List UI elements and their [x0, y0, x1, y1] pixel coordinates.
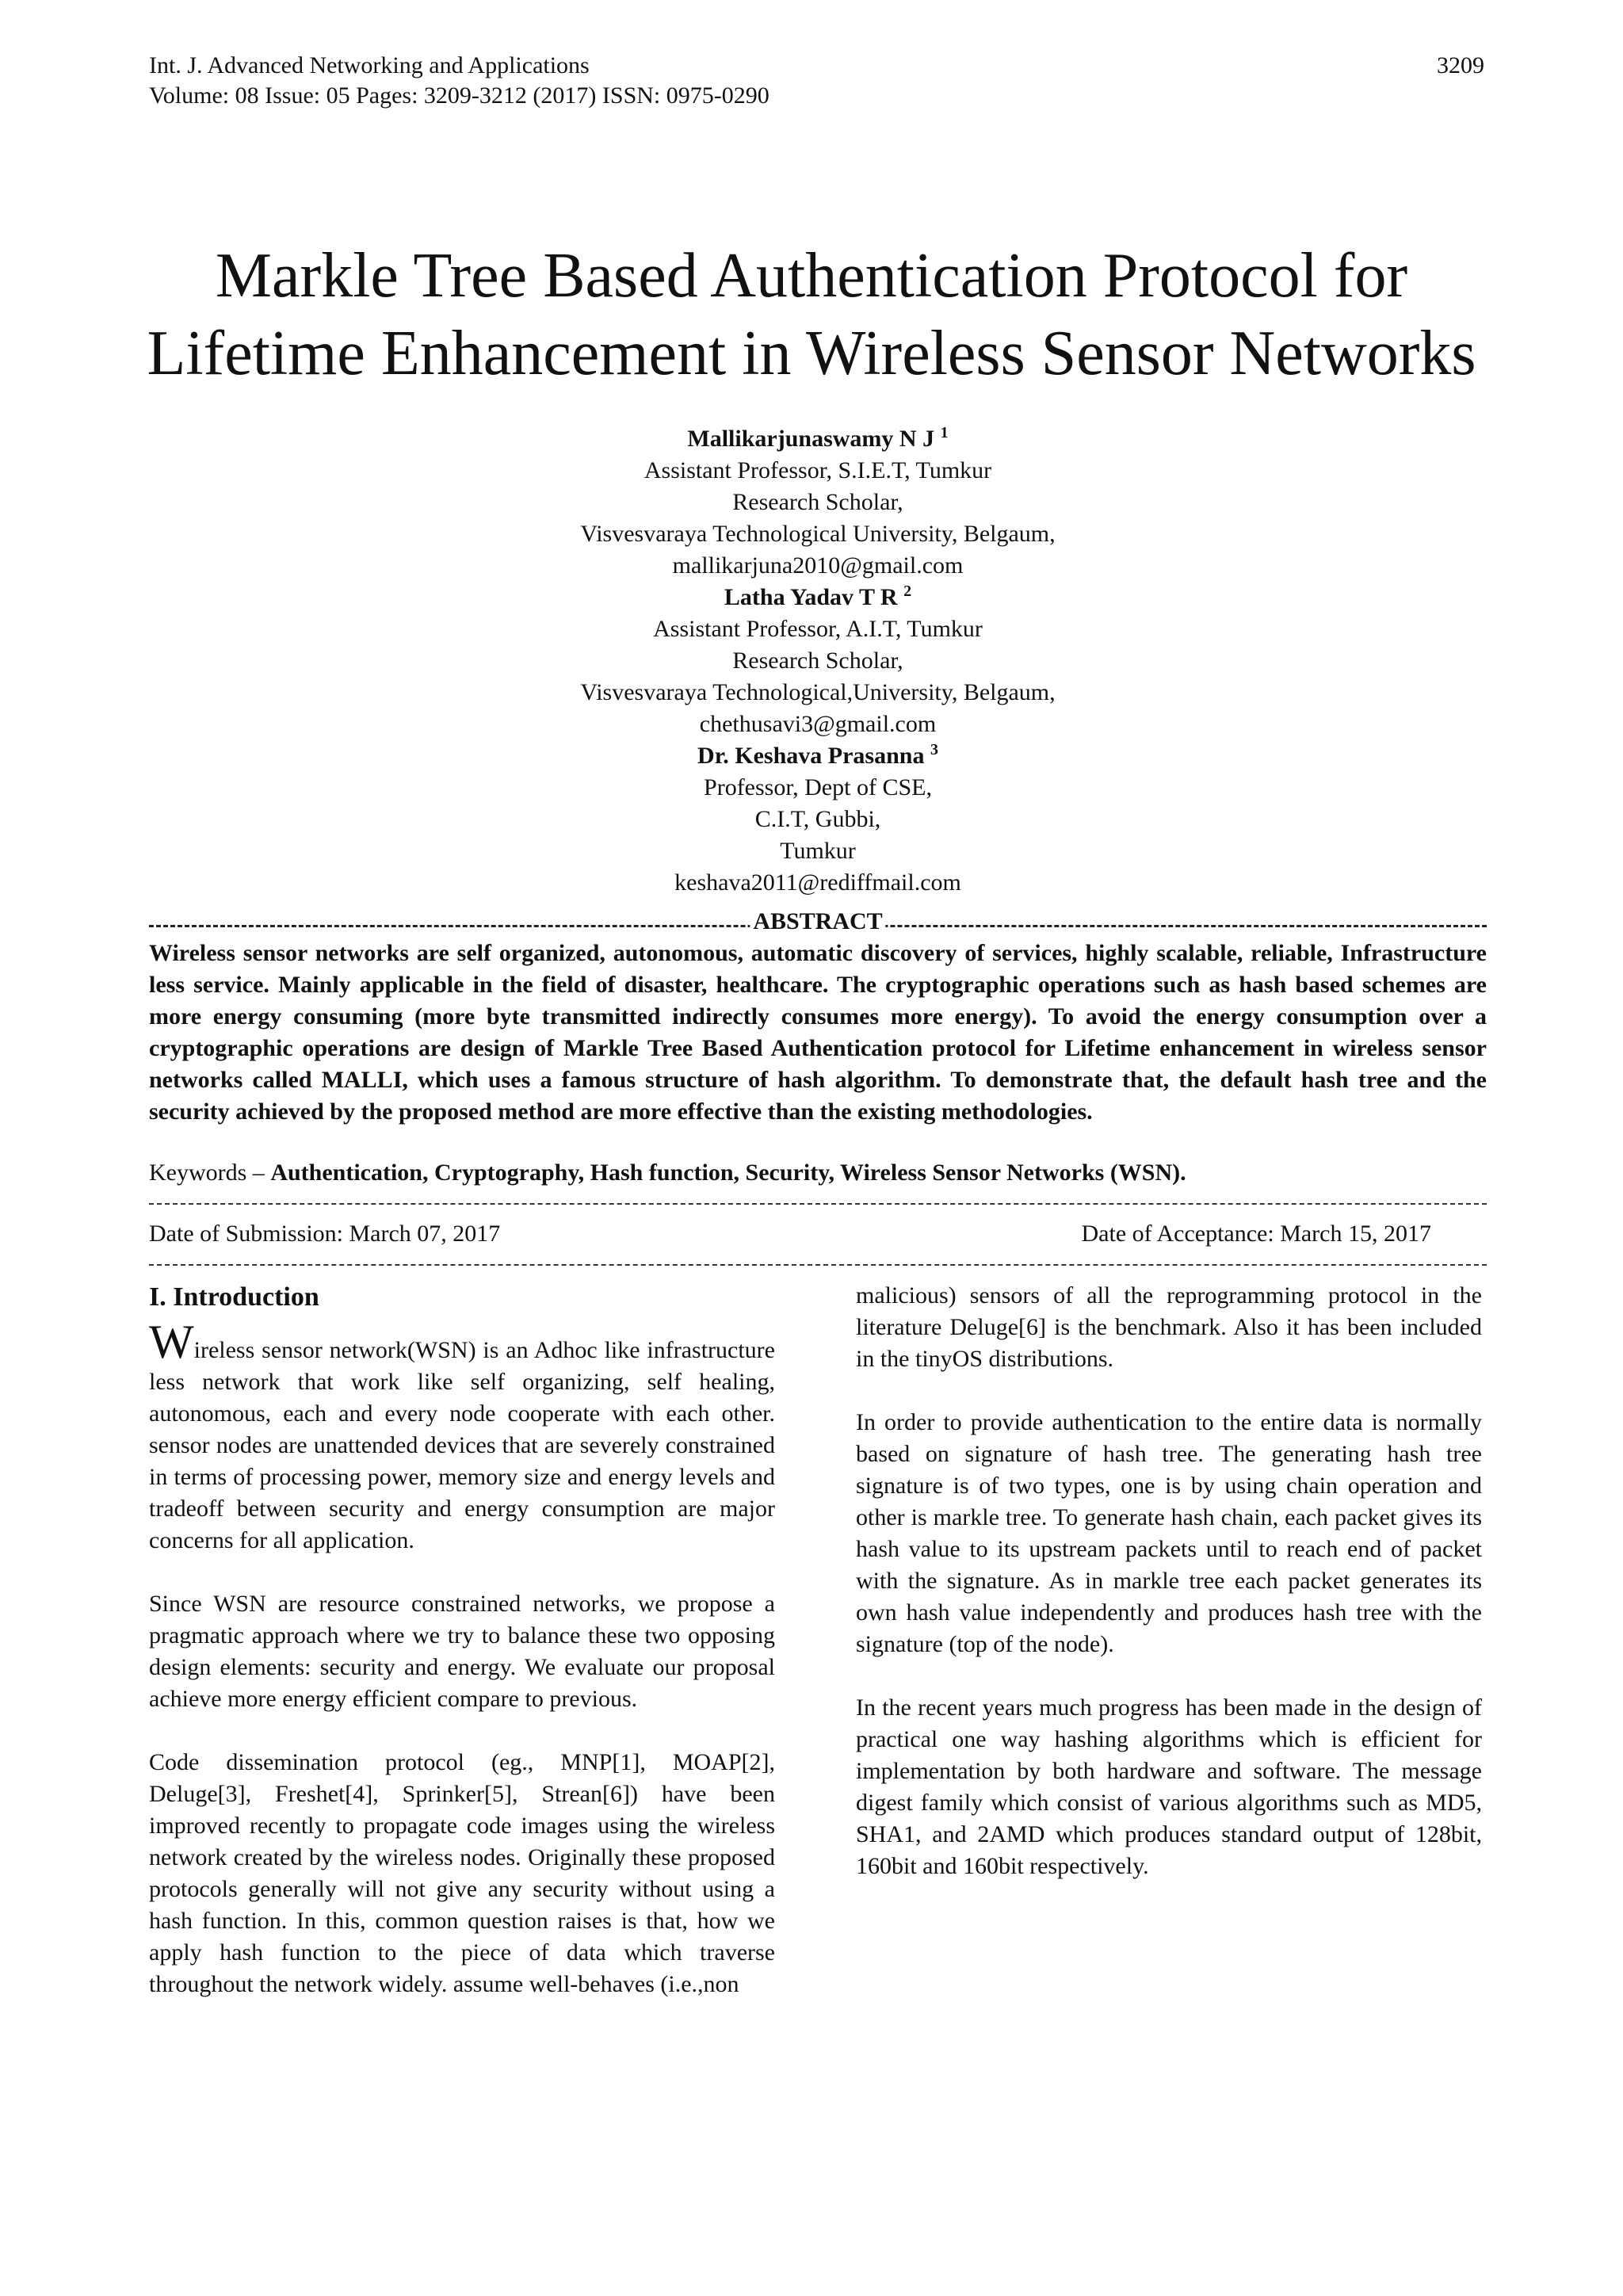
abstract-text: Wireless sensor networks are self organized, autonomous, automatic discovery of services, highly scalable, reliable, Infrastructure less service. Mainly applicable in the field of disaster, healthcare. The cryptographic operations such as hash based schemes are more energy consuming (more byte transmitted indirectly consumes more energy). To avoid the energy consumption over a cryptographic operations are design of Markle Tree Based Authentication protocol for Lifetime enhancement in wireless sensor networks called MALLI, which uses a famous structure of hash algorithm. To demonstrate that, the default hash tree and the security achieved by the proposed method are more effective than the existing methodologies. [149, 940, 1487, 1125]
author-affiliation: C.I.T, Gubbi, [754, 806, 881, 832]
author-email: keshava2011@rediffmail.com [674, 869, 961, 896]
abstract-divider [149, 906, 1487, 938]
author-affiliation: Research Scholar, [732, 648, 903, 674]
author-affiliation: Assistant Professor, A.I.T, Tumkur [653, 616, 983, 642]
left-column [149, 1280, 775, 2032]
author-block [149, 423, 1487, 899]
author-3 [149, 740, 1487, 899]
author-email: mallikarjuna2010@gmail.com [672, 552, 964, 579]
page-number: 3209 [1437, 52, 1484, 78]
dates-line [149, 1218, 1431, 1250]
submission-date: Date of Submission: March 07, 2017 [149, 1221, 501, 1247]
author-affiliation: Research Scholar, [732, 489, 903, 515]
paragraph: Code dissemination protocol (eg., MNP[1], MOAP[2], Deluge[3], Freshet[4], Sprinker[5], Strean[6]) have been improved recently to propagate code images using the wireless network created by the wireless nodes. Originally these proposed protocols generally will not give any security without using a hash function. In this, common question raises is that, how we apply hash function to the piece of data which traverse throughout the network widely. assume well-behaves (i.e.,non [149, 1749, 775, 1997]
keywords-list: Authentication, Cryptography, Hash function, Security, Wireless Sensor Networks (WSN). [270, 1159, 1186, 1186]
author-name: Latha Yadav T R $^2$ [724, 583, 912, 610]
paragraph: In order to provide authentication to the entire data is normally based on signature of hash tree. The generating hash tree signature is of two types, one is by using chain operation and other is markle tree. To generate hash chain, each packet gives its hash value to its upstream packets until to reach end of packet with the signature. As in markle tree each packet generates its own hash value independently and produces hash tree with the signature (top of the node). [856, 1409, 1482, 1657]
author-affiliation: Visvesvaraya Technological,University, Belgaum, [580, 679, 1056, 705]
journal-name: Int. J. Advanced Networking and Applications [149, 52, 590, 78]
author-name: Mallikarjunaswamy N J $^1$ [687, 424, 949, 452]
section-heading: I. Introduction [149, 1282, 319, 1312]
acceptance-date: Date of Acceptance: March 15, 2017 [1081, 1221, 1431, 1247]
author-1 [149, 423, 1487, 582]
paragraph: Since WSN are resource constrained networks, we propose a pragmatic approach where we try to balance these two opposing design elements: security and energy. We evaluate our proposal achieve more energy efficient compare to previous. [149, 1591, 775, 1712]
author-affiliation: Professor, Dept of CSE, [704, 774, 932, 800]
dashed-rule [149, 1264, 1487, 1266]
right-column [856, 1280, 1482, 1914]
dashed-rule [149, 1203, 1487, 1205]
running-head [149, 51, 769, 111]
paragraph: In the recent years much progress has been made in the design of practical one way hashing algorithms which is efficient for implementation by both hardware and software. The message digest family which consist of various algorithms such as MD5, SHA1, and 2AMD which produces standard output of 128bit, 160bit and 160bit respectively. [856, 1694, 1482, 1879]
author-affiliation: Assistant Professor, S.I.E.T, Tumkur [643, 457, 992, 483]
drop-cap: W [149, 1316, 194, 1368]
author-name: Dr. Keshava Prasanna $^3$ [697, 741, 938, 769]
keywords-line [149, 1157, 1487, 1189]
paper-title: Markle Tree Based Authentication Protocol for Lifetime Enhancement in Wireless Sensor Networks [147, 240, 1476, 388]
paragraph: Wireless sensor network(WSN) is an Adhoc like infrastructure less network that work like self organizing, self healing, autonomous, each and every node cooperate with each other. sensor nodes are unattended devices that are severely constrained in terms of processing power, memory size and energy levels and tradeoff between security and energy consumption are major concerns for all application. [149, 1316, 775, 1553]
volume-info: Volume: 08 Issue: 05 Pages: 3209-3212 (2017) ISSN: 0975-0290 [149, 82, 769, 109]
author-email: chethusavi3@gmail.com [699, 711, 937, 737]
paragraph: malicious) sensors of all the reprogramming protocol in the literature Deluge[6] is the benchmark. Also it has been included in the tinyOS distributions. [856, 1282, 1482, 1372]
author-2 [149, 582, 1487, 740]
abstract-label: ABSTRACT [750, 906, 885, 938]
author-affiliation: Visvesvaraya Technological University, Belgaum, [580, 521, 1056, 547]
author-affiliation: Tumkur [780, 838, 856, 864]
keywords-label: Keywords – [149, 1159, 271, 1186]
